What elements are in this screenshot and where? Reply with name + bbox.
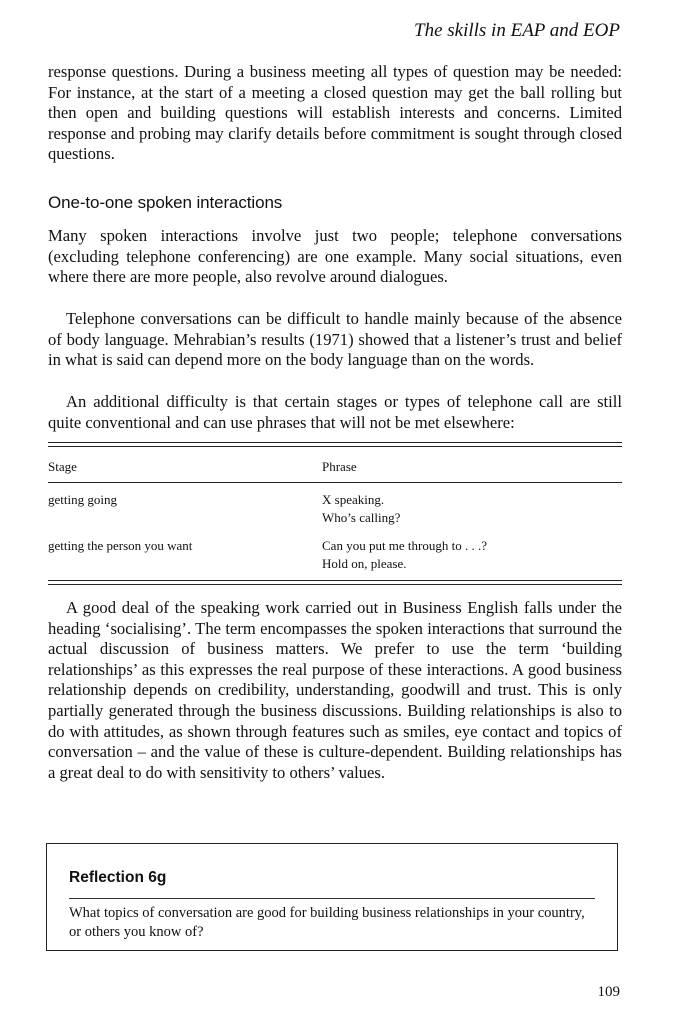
table-rule-bottom (48, 580, 622, 581)
running-header: The skills in EAP and EOP (414, 20, 620, 41)
table-row-2-phrase-1: Can you put me through to . . .? (322, 538, 488, 553)
reflection-box (46, 843, 618, 951)
section-heading: One-to-one spoken interactions (48, 193, 283, 212)
table-rule-header (48, 482, 622, 483)
table-row-2-stage: getting the person you want (48, 538, 193, 553)
page-number: 109 (597, 984, 620, 1000)
table-row-1-phrase-2: Who’s calling? (322, 510, 401, 525)
table-rule-bottom-2 (48, 584, 622, 585)
table-header-phrase: Phrase (322, 459, 357, 474)
table-header-stage: Stage (48, 459, 77, 474)
reflection-title: Reflection 6g (69, 869, 167, 886)
body-paragraph-1: Many spoken interactions involve just two people; telephone conversations (excluding telephone conferencing) are one example. Many social situations, even where there are more people, also revolve around dialogues. (48, 226, 622, 287)
table-rule-top (48, 442, 622, 443)
reflection-question: What topics of conversation are good for building business relationships in your country, or others you know of? (69, 905, 585, 940)
socialising-paragraph: A good deal of the speaking work carried out in Business English falls under the heading ‘socialising’. The term encompasses the spoken interactions that surround the actual discussion of business matters. We prefer to use the term ‘building relationships’ as this expresses the real purpose of these interactions. A good business relationship depends on credibility, understanding, goodwill and trust. This is only partially generated through the business discussions. Building relationships is also to do with attitudes, as shown through features such as smiles, eye contact and topics of conversation – and the value of these is culture-dependent. Building relationships has a great deal to do with sensitivity to others’ values. (48, 598, 622, 782)
table-rule-top-2 (48, 446, 622, 447)
reflection-divider (69, 898, 595, 899)
body-paragraph-3: An additional difficulty is that certain stages or types of telephone call are still quite conventional and can use phrases that will not be met elsewhere: (48, 392, 622, 432)
table-row-2-phrase-2: Hold on, please. (322, 556, 407, 571)
table-row-1-phrase-1: X speaking. (322, 492, 385, 507)
body-paragraph-2: Telephone conversations can be difficult to handle mainly because of the absence of body language. Mehrabian’s results (1971) showed that a listener’s trust and belief in what is said can depend more on the body language than on the words. (48, 309, 622, 370)
table-row-1-stage: getting going (48, 492, 117, 507)
intro-paragraph: response questions. During a business meeting all types of question may be needed: For instance, at the start of a meeting a closed question may get the ball rolling but then open and building questions will establish interests and concerns. Limited response and probing may clarify details before commitment is sought through closed questions. (48, 62, 622, 164)
